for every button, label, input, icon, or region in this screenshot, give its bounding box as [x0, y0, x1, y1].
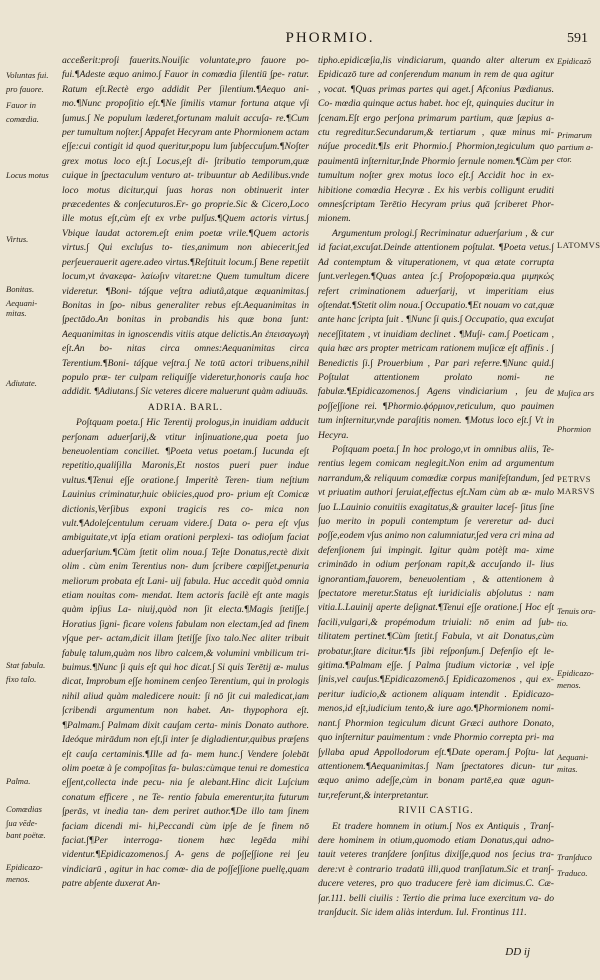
- margin-note: PETRVS: [557, 474, 591, 484]
- margin-note: Stat fabula.: [6, 660, 46, 670]
- right-column: [318, 54, 554, 924]
- margin-note: MARSVS: [557, 486, 595, 496]
- page-number: 591: [567, 31, 588, 46]
- margin-note: fixo talo.: [6, 674, 37, 684]
- margin-note: Bonitas.: [6, 284, 35, 294]
- right-section-heading: RIVII CASTIG.: [398, 805, 474, 817]
- margin-note: Fauor in: [6, 100, 36, 110]
- margin-note: ∫ua vēde-: [6, 818, 38, 828]
- margin-note: Aequani-: [557, 752, 589, 762]
- margin-note: Tenuis ora-: [557, 606, 596, 616]
- margin-note: comœdia.: [6, 114, 39, 124]
- signature-mark: DD ij: [505, 946, 530, 958]
- margin-note: Epidicazō: [557, 56, 591, 66]
- margin-note: partium a-: [557, 142, 594, 152]
- margin-note: bant poëtæ.: [6, 830, 46, 840]
- right-paragraph-1: tipho.epidicæ∫ia,lis vindiciarum, quando alter alterum ex Epidicazō ture ad con∫erendum manum in rem de qua agitur , vocat. ¶Quas primas partes qui aget.∫ Afconius Pædianus. Co- mœdia quinque actus habet. hoc e∫t, quinquies ducitur in ∫cenam.E∫t ergo per∫ona primarum partium, quæ ∫æpius a- ctu regreditur.Secundarum,& tertiarum , quæ minus mi- nú∫ue procedit.¶Is erit Phormio.∫ Phormion,tegiculum quo pauimentū in∫ternitur,Inde Phormio ∫ernule nomen.¶Cùm per tumultum no∫ter grex motus loco e∫t.∫ Accidit hoc in ex- hibitione comœdia Hecyræ . Ex his verbis colligunt eruditi omnes∫criptam Terētio Hecyram prius quā ∫criberet Phor- mionem.: [318, 55, 554, 225]
- right-paragraph-4: Et tradere homnem in otium.∫ Nos ex Antiquis , Tran∫- dere hominem in otium,quomodo etiam Donatus,qui adno- tauit veteres tran∫dere ∫on∫itus dixi∫∫e,quod nos ∫ecius tra- dere:vt è contrario tradatū illi,quod tran∫latum.Sic et tran∫- ducere veteres, pro quo traducere ferè iam dicimus.C. Cæ- ∫ar.111. belli ciuilis : Tertio die prima luce exercitum va- do tran∫ducit. Sic idem aliàs interdum. Iul. Frontinus 111.: [318, 820, 554, 918]
- left-paragraph-1: acceßerit:pro∫i fauerits.Noui∫ic voluntate,pro fauore po- fui.¶Adeste æquo animo.∫ Fauor in comœdia ∫ilentiū ∫pe- ratur. Ratum e∫t.Rectè ergo addidit Per ∫ilentium.¶Aequo ani- mo.¶Nunc propo∫itio e∫t.¶Ne ∫imilis vtamur fortuna atque v∫i ∫umus.∫ Ne populum læderet,fortunam maluit accu∫a- re.¶Cum per tumultum no∫ter.∫ Appafet Hecyram ante Phormionem actam e∫∫e:cui contigit id quod queritur,popu lum ∫ub∫eccu∫um.¶No∫ter grex motus loco e∫t.∫ Locus,e∫t di- ∫tributio temporum,quæ cuique in ∫pectaculum venturo at- tribuuntur ab Aedilibus.vnde loco motus dicitur,qui ∫uas horas non obtinuerit inter præcedentes & con∫ecuturos.Er- go proprie.Sic & Cicero,Loco ille motus e∫t,cùm e∫t ex vrbe pul∫us.¶Quem actoris virtus.∫ Vbique laudat actorem.e∫t enim poetæ vrile.¶Quem actoris virtus.∫ Qui exclu∫us to- ties,animum non abiecerit,∫ed per∫euerauerit agere.adeo virtus.¶Re∫tituit locum.∫ Bene repetiit locum,vt ἀνακεφα- λαίω∫ιν vitaret:ne Quem tumultum dicere videretur. ¶Boni- tá∫que ve∫tra adiutâ,atque æquanimitas.∫ Bonitas in ∫po- nibus generaliter rebus e∫t.Aequanimitas in ∫pectādo.An bonitas in probandis his quæ bona ∫unt: Aequanimitas in ignoscendis vitiis atque delictis.Αn ἐπεισαγωγὴ e∫t.An bo- nitas circa omnes:Aequanimitas circa Terentium.¶Boni- tá∫que ve∫tra.∫ Ne totū actori tribuens,nihil populo præ- ter culpam reliqui∫∫e videretur,honoris cau∫a hoc addidit. ¶Adiutans.∫ Sic veteres dicere maluerunt quàm adiuuās.: [62, 55, 309, 398]
- margin-note: Virtus.: [6, 234, 29, 244]
- right-paragraph-2: Argumentum prologi.∫ Recriminatur aduer∫arium , & cur id faciat,excu∫at.Deinde attentionem po∫tulat. ¶Poeta vetus.∫ Ad contemptum & vituperationem, vt qua ætate corrupta ∫unt.verlegen.¶Quas antea ∫c.∫ Pro∫opopœia.qua μιμηκώς refert criminationem aduer∫arij, vt imperitiam eius o∫tendat.¶Stetit olim noua.∫ Occupatio.¶Et nouam vo cat,quæ ante hanc ∫cripta ∫uit . ¶Nunc ∫i quis.∫ Occupatio, qua excu∫at nece∫∫itatem , vt inuidiam declinet . ¶Mu∫i- cam.∫ Poeticam , quia hæc ars propter metricam rationem mu∫icæ e∫t affinis . ∫ Benedictis ∫i.∫ Prouerbium , Par pari referre.¶Nunc quid.∫ Po∫tulat attentionem prolato nomi- ne fabulæ.¶Epidicazomenos.∫ Agens vindiciarium , ∫eu de po∫∫e∫∫ione rei. ¶Phormio.ϕόρμιον,reticulum, quo pauimen tum in∫ternitur,vnde para∫itis nomen. ¶Motus loco e∫t.∫ Vt in Hecyra.: [318, 227, 554, 441]
- margin-note: LATOMVS: [557, 240, 600, 250]
- right-paragraph-3: Po∫tquam poeta.∫ In hoc prologo,vt in omnibus aliis, Te- rentius legem comicam neglegit.Non enim ad argumentum narrandum,& reliquum comœdiæ corpus manife∫tandum, ∫ed vt priuatim authori ∫eruiat,effectus e∫t.Nam cùm ab æ- mulo ∫uo L.Lauinio conuitiis exagitatus,& grauiter lace∫- ∫itus ∫ine ∫uo merito in populi contemptum ∫e vereretur ad- duci po∫∫e,eodem v∫us animo non calumniatur,∫ed vera cri mina ad defen∫ionem ∫ui impingit. Igitur quàm potè∫t ma- xime criminādo in odium per∫onam rapit,& accu∫ando il- lius ignorantiam,fauorem, beneuolentiam , & attentionem à ∫pectatore meretur.Status e∫t iuridicialis ab∫olutus : nam vitia.L.Lauinij aperte de∫ignat.¶Tenui e∫∫e oratione.∫ Hoc e∫t facili,vulgari,& propémodum triuiali: nō enim ad ∫ub- tilitatem pertinet.¶Cùm ∫tetit.∫ Fabula, vt ait Donatus,cùm probatur,∫tare dicitur.¶Is ∫ibi re∫pon∫um.∫ Defen∫io e∫t le- gitima.¶Palmam e∫∫e. ∫ Palma ∫tudium victoriæ , vel ip∫e ∫inis,vel cau∫us.¶Epidicazomenō.∫ Epidicazomenos , qui ex- peritur iudicio,& actionem aliquam intendit . Epidicazo- menos,id e∫t,iudicium tento,& iure ago.¶Phormionem nomi- nant.∫ Phormion tegiculum dicunt Græci authore Donato, quo in∫ternitur pauimentum : vnde Phormio correpta pri- ma ∫yllaba apud Appollodorum e∫t.¶Date operam.∫ Po∫tu- lat attentionem.¶Aequanimitas.∫ Nam ∫pectatores dicun- tur æquo animo ade∫∫e,cùm in bonam partē,ea quæ agun- tur,referunt,& interpretantur.: [318, 443, 554, 801]
- margin-note: mitas.: [6, 308, 27, 318]
- margin-note: Aequani-: [6, 298, 38, 308]
- margin-note: ctor.: [557, 154, 572, 164]
- margin-note: menos.: [6, 874, 30, 884]
- margin-note: mitas.: [557, 764, 578, 774]
- margin-note: pro fauore.: [6, 84, 44, 94]
- margin-note: Locus motus: [6, 170, 49, 180]
- margin-note: Voluntas fui.: [6, 70, 49, 80]
- left-paragraph-2: Po∫tquam poeta.∫ Hic Terentij prologus,in inuidiam adducit per∫onam aduer∫arij,& vtitur in∫inuatione,qua poeta ∫uo beneuolentiam conciliet. ¶Poeta vetus poetam.∫ Iucunda e∫t repetitio,quali∫illa Maronis,Et nostos pueri puer indue vultus.¶Tenui e∫∫e oratione.∫ Imperitè Teren- tium ne∫tium Lauinius criminatur,huic obiicies,quod pro- prium e∫t Comicæ dictionis,Ver∫ibus exponi tragicis res co- mica non vult.¶Adole∫centulum ceruam videre.∫ Data o- pera e∫t v∫us ambiguitate,vt ip∫a etiam orationi perplexi- tas odio∫um faciat aduer∫arium.¶Cùm ∫tetit olim noua.∫ Te∫te Donatus,rectè dixit olim . cùm enim Terentius non- dum ∫cribere cœpi∫∫et,penuria meliorum probata e∫t Lani- uij fabula. Huc accedit quòd omnia etiam nouitas com- mendat. Item actoris facilè e∫t ante magis quàm ip∫ius La- niuij,quòd non ∫it electa.¶Magis ∫teti∫∫e.∫ Horatius ∫igni- ficare volens fabulam non electam,∫ed ad finem v∫que per- actam,dicit illam ∫teti∫∫e ∫ixo talo.Nec aliter tribuit fabulę talum,quàm nos libro calcem,& volumini vmbilicum tri- buimus.¶Nunc ∫i quis e∫t qui hoc dicat.∫ Si quis Terētij æ- mulus dicat, Improbum e∫∫e hominem cen∫eo Terentium, qui in prologis nihil aliud quàm maledicere nouit: ∫i nō ∫it cui maledicat,iam ∫cribendi argumentum non habet. An- thypophora e∫t. ¶Palmam.∫ Palmam dixit cau∫am certa- minis Donato authore. Ideóque mirādum non e∫t,∫i inter ∫e digladientur,quibus præ∫ens e∫t cau∫a certaminis.¶Ille ad fa- mem hunc.∫ Vendere ∫olebāt olim poetæ à ∫e compo∫itas fa- bulas:cùmque tenui re domestica e∫∫ent,collecta inde pecu- nia ∫e alebant.Hinc dicit Lu∫cium conatum efficere , ne Te- rentio fabula emerentur,ita futurum ∫perās, vt inedia tan- dem periret author.¶De illo tam ∫inem faciam dicendi mi- hi,Peccandi cùm ip∫e de ∫e finem nō faciat.∫¶Per interroga- tionem hæc legēda mihi videntur.¶Epidicazomenos.∫ A- gens de po∫∫e∫∫ione rei ∫eu vindiciarū , agitur in hac comœ- dia de po∫∫e∫∫ione puellę,quam patre ab∫ente duxerat An-: [62, 417, 309, 890]
- margin-note: Adiutate.: [6, 378, 37, 388]
- margin-note: Epidicazo-: [6, 862, 43, 872]
- margin-note: Tran∫duco: [557, 852, 592, 862]
- left-column: [62, 54, 309, 954]
- margin-note: Primarum: [557, 130, 592, 140]
- margin-note: tio.: [557, 618, 569, 628]
- running-head: PHORMIO.: [285, 30, 375, 46]
- margin-note: Comœdias: [6, 804, 42, 814]
- margin-note: Mu∫ica ars: [557, 388, 595, 398]
- left-section-heading: ADRIA. BARL.: [147, 401, 224, 413]
- margin-note: Traduco.: [557, 868, 588, 878]
- margin-note: menos.: [557, 680, 581, 690]
- margin-note: Palma.: [6, 776, 31, 786]
- margin-note: Epidicazo-: [557, 668, 594, 678]
- margin-note: Phormion: [557, 424, 591, 434]
